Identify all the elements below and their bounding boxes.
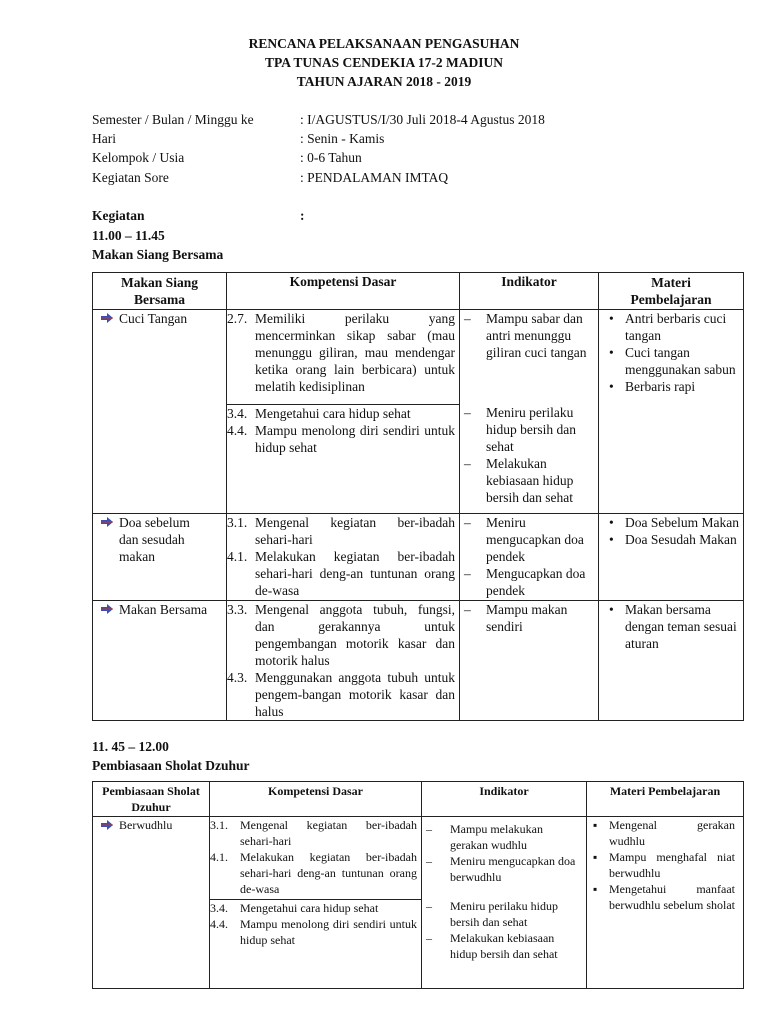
materi-item: • Doa Sesudah Makan <box>609 532 737 547</box>
indikator-item: – Meniru mengucapkan doa pendek <box>464 515 584 564</box>
column-header: Kompetensi Dasar <box>227 273 460 310</box>
kd-item: 3.3. Mengenal anggota tubuh, fungsi, dan gerakannya untuk pengembangan motorik kasar dan motorik halus <box>227 602 455 668</box>
indikator-item: – Mampu melakukan gerakan wudhlu <box>426 822 543 852</box>
section2-time: 11. 45 – 12.00 <box>92 739 169 754</box>
materi-item: ▪ Mampu menghafal niat berwudhlu <box>593 850 735 880</box>
indikator-item: – Meniru perilaku hidup bersih dan sehat <box>464 405 576 454</box>
materi-item: • Cuci tangan menggunakan sabun <box>609 345 736 377</box>
column-header: Indikator <box>460 273 599 310</box>
indikator-item: – Melakukan kebiasaan hidup bersih dan sehat <box>464 456 574 505</box>
indikator-item: – Meniru perilaku hidup bersih dan sehat <box>426 899 558 929</box>
table-row <box>93 817 744 989</box>
materi-item: ▪ Mengetahui manfaat berwudhlu sebelum sholat <box>593 882 735 912</box>
indikator-item: – Mampu sabar dan antri menunggu giliran cuci tangan <box>464 311 587 360</box>
kd-item: 4.3. Menggunakan anggota tubuh untuk pengem-bangan motorik kasar dan halus <box>227 670 455 719</box>
kd-item: 2.7. Memiliki perilaku yang mencerminkan sikap sabar (mau menunggu giliran, mau mendengar ketika orang lain berbicara) untuk melatih kedisiplinan <box>227 311 455 394</box>
column-header: Pembiasaan Sholat Dzuhur <box>93 782 210 817</box>
section1-title: Makan Siang Bersama <box>92 247 224 262</box>
arrow-bullet-icon <box>101 516 114 528</box>
activity-cuci-tangan: Cuci Tangan <box>93 310 226 327</box>
materi-item: ▪ Mengenal gerakan wudhlu <box>593 818 735 848</box>
kd-item: 3.4. Mengetahui cara hidup sehat <box>227 406 411 421</box>
arrow-bullet-icon <box>101 603 114 615</box>
arrow-bullet-icon <box>101 312 114 324</box>
sholat-dzuhur-table <box>92 781 744 989</box>
materi-item: • Berbaris rapi <box>609 379 696 394</box>
makan-siang-table <box>92 272 744 721</box>
document-title-line2: TPA TUNAS CENDEKIA 17-2 MADIUN <box>264 55 504 70</box>
column-header: Materi Pembelajaran <box>599 273 744 310</box>
table-row <box>93 514 744 601</box>
table-row <box>93 601 744 721</box>
kd-item: 4.4. Mampu menolong diri sendiri untuk hidup sehat <box>210 917 417 947</box>
activity-doa: Doa sebelum dan sesudah makan <box>93 514 226 565</box>
kd-item: 4.1. Melakukan kegiatan ber-ibadah sehari-hari deng-an tuntunan orang de-wasa <box>210 850 417 896</box>
kd-item: 3.1. Mengenal kegiatan ber-ibadah sehari-hari <box>227 515 455 547</box>
section1-time: 11.00 – 11.45 <box>92 228 165 243</box>
section2-title: Pembiasaan Sholat Dzuhur <box>92 758 250 773</box>
materi-item: • Doa Sebelum Makan <box>609 515 739 530</box>
activity-makan-bersama: Makan Bersama <box>93 601 226 618</box>
arrow-bullet-icon <box>101 819 114 831</box>
column-header: Kompetensi Dasar <box>210 782 422 817</box>
indikator-item: – Meniru mengucapkan doa berwudhlu <box>426 854 576 884</box>
kd-item: 4.4. Mampu menolong diri sendiri untuk hidup sehat <box>227 423 455 455</box>
table-row <box>93 310 744 514</box>
indikator-item: – Mampu makan sendiri <box>464 602 568 634</box>
column-header: Materi Pembelajaran <box>587 782 744 817</box>
kd-item: 4.1. Melakukan kegiatan ber-ibadah sehari-hari deng-an tuntunan orang de-wasa <box>227 549 455 598</box>
document-title-line1: RENCANA PELAKSANAAN PENGASUHAN <box>248 36 520 51</box>
materi-item: • Makan bersama dengan teman sesuai aturan <box>609 602 737 651</box>
kd-item: 3.1. Mengenal kegiatan ber-ibadah sehari-hari <box>210 818 417 848</box>
indikator-item: – Mengucapkan doa pendek <box>464 566 586 598</box>
materi-item: • Antri berbaris cuci tangan <box>609 311 727 343</box>
activity-berwudhlu: Berwudhlu <box>93 817 209 833</box>
kd-item: 3.4. Mengetahui cara hidup sehat <box>210 901 379 915</box>
document-title-line3: TAHUN AJARAN 2018 - 2019 <box>296 74 472 89</box>
column-header: Makan Siang Bersama <box>93 273 227 310</box>
indikator-item: – Melakukan kebiasaan hidup bersih dan sehat <box>426 931 558 961</box>
column-header: Indikator <box>422 782 587 817</box>
